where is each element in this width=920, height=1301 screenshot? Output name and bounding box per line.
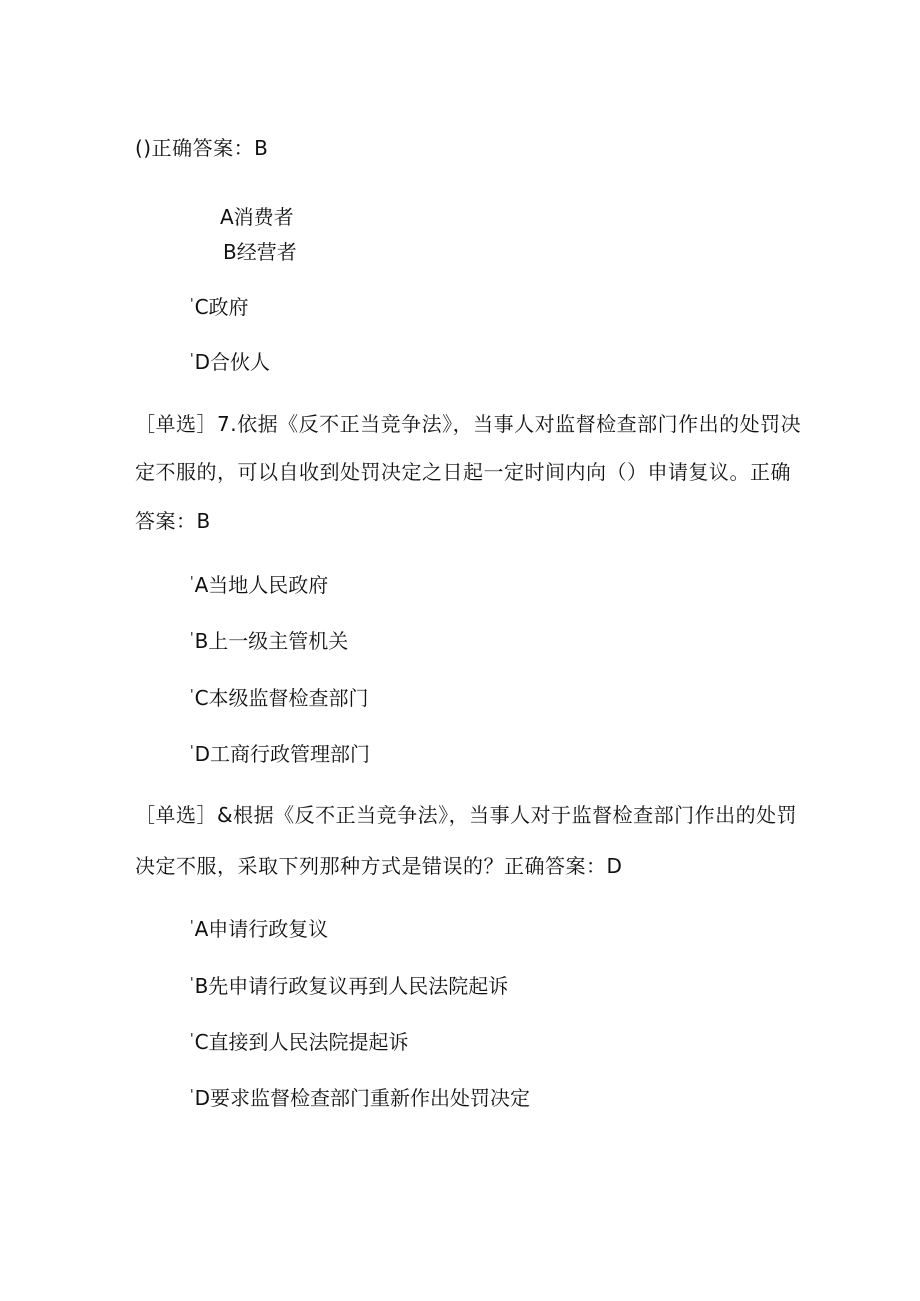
question-6-option-b xyxy=(223,238,297,266)
option-text: B上一级主管机关 xyxy=(194,629,349,653)
option-marker: ' xyxy=(190,744,194,759)
option-marker: ' xyxy=(190,919,194,934)
question-8-option-d xyxy=(190,1082,530,1112)
option-text: B经营者 xyxy=(223,240,297,264)
question-8-option-a xyxy=(190,913,328,943)
option-marker: ' xyxy=(190,575,194,590)
question-7-line-2: 定不服的，可以自收到处罚决定之日起一定时间内向（）申请复议。正确 xyxy=(135,460,791,484)
option-text: C直接到人民法院提起诉 xyxy=(194,1030,409,1054)
option-text: A申请行政复议 xyxy=(194,917,329,941)
question-7-option-c xyxy=(190,682,369,712)
question-7-line-3: 答案：B xyxy=(135,509,211,533)
question-6-option-a xyxy=(220,203,294,231)
option-marker: ' xyxy=(190,688,194,703)
option-text: D合伙人 xyxy=(194,350,270,374)
question-7-line-1: ［单选］7.依据《反不正当竞争法》，当事人对监督检查部门作出的处罚决 xyxy=(135,412,802,436)
option-marker: ' xyxy=(190,352,194,367)
question-6-answer-line: ()正确答案：B xyxy=(135,136,269,160)
question-8-line-1: ［单选］&根据《反不正当竞争法》，当事人对于监督检查部门作出的处罚 xyxy=(135,803,798,827)
question-8-line-2: 决定不服，采取下列那种方式是错误的？正确答案：D xyxy=(135,854,623,878)
option-text: B先申请行政复议再到人民法院起诉 xyxy=(194,974,509,998)
option-marker: ' xyxy=(190,297,194,312)
question-8-option-c xyxy=(190,1026,409,1056)
option-marker: ' xyxy=(190,1032,194,1047)
question-7-option-d xyxy=(190,738,370,768)
option-marker: ' xyxy=(190,631,194,646)
question-6-option-d xyxy=(190,346,270,376)
option-text: D要求监督检查部门重新作出处罚决定 xyxy=(194,1086,530,1110)
option-marker: ' xyxy=(190,1088,194,1103)
question-8-option-b xyxy=(190,970,508,1000)
option-text: C政府 xyxy=(194,295,249,319)
option-marker: ' xyxy=(190,976,194,991)
question-6-option-c xyxy=(190,291,249,321)
question-7-option-b xyxy=(190,625,348,655)
question-7-option-a xyxy=(190,569,328,599)
option-text: C本级监督检查部门 xyxy=(194,686,369,710)
option-text: D工商行政管理部门 xyxy=(194,742,370,766)
option-text: A消费者 xyxy=(220,205,294,229)
option-text: A当地人民政府 xyxy=(194,573,329,597)
